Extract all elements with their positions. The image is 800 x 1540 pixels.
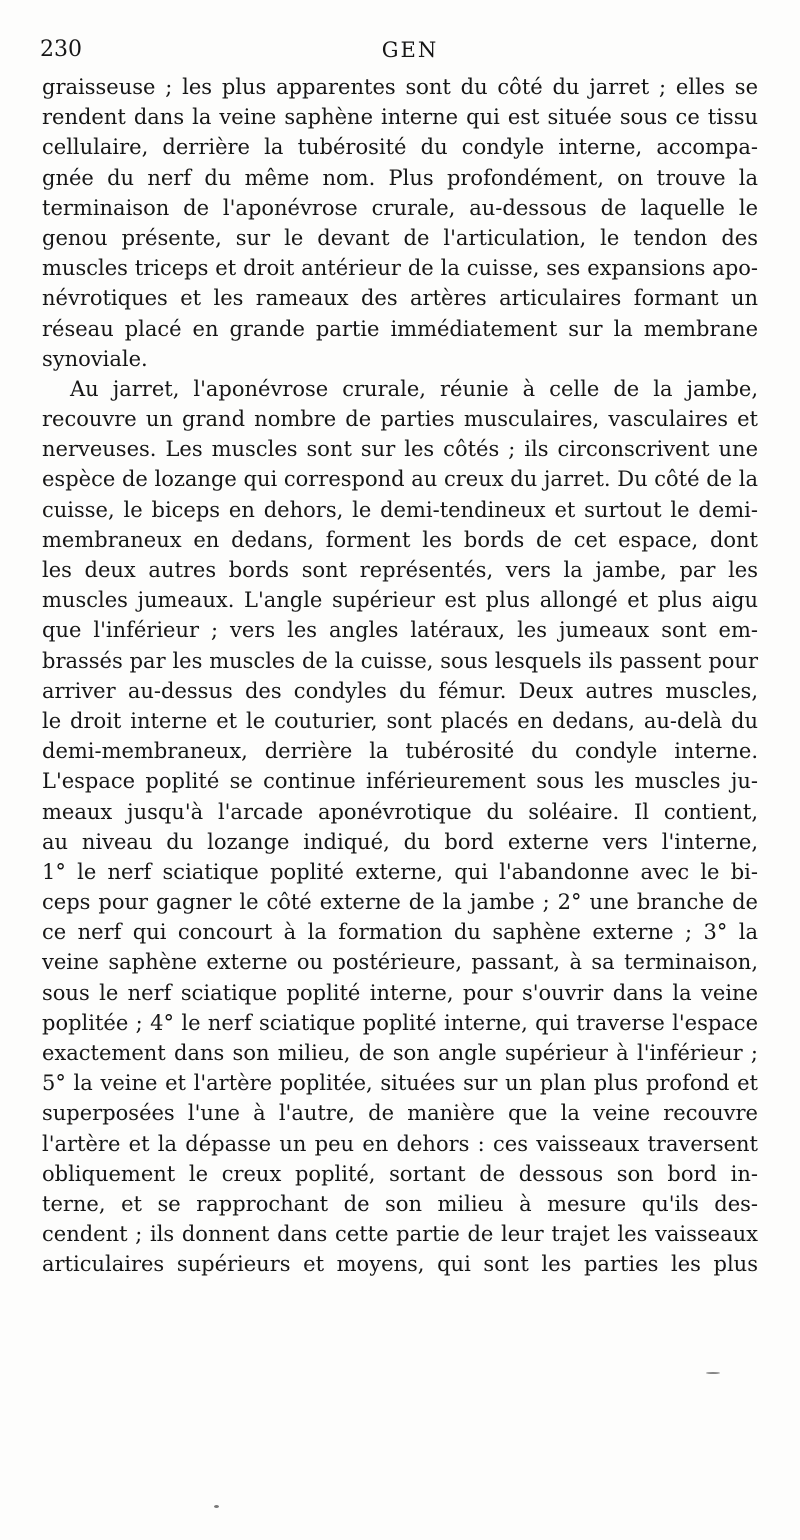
body-text (42, 72, 758, 1280)
text-line-24: L'espace poplité se continue inférieurement sous les muscles ju- (42, 769, 758, 794)
text-line-19: que l'inférieur ; vers les angles latéraux, les jumeaux sont em- (42, 618, 758, 643)
page-number: 230 (40, 37, 82, 62)
text-line-28: ceps pour gagner le côté externe de la jambe ; 2° une branche de (42, 890, 758, 915)
text-line-2: rendent dans la veine saphène interne qui est située sous ce tissu (42, 105, 758, 130)
running-title: GEN (381, 38, 439, 62)
text-line-27: 1° le nerf sciatique poplité externe, qui l'abandonne avec le bi- (42, 859, 758, 884)
text-line-1: graisseuse ; les plus apparentes sont du côté du jarret ; elles se (42, 75, 758, 99)
text-line-5: terminaison de l'aponévrose crurale, au-dessous de laquelle le (42, 195, 758, 220)
text-line-29: ce nerf qui concourt à la formation du saphène externe ; 3° la (42, 920, 758, 945)
text-line-17: les deux autres bords sont représentés, vers la jambe, par les (42, 558, 758, 582)
text-line-4: gnée du nerf du même nom. Plus profondément, on trouve la (42, 165, 758, 190)
text-line-34: 5° la veine et l'artère poplitée, situées sur un plan plus profond et (42, 1071, 758, 1096)
text-line-39: cendent ; ils donnent dans cette partie de leur trajet les vaisseaux (42, 1222, 758, 1247)
text-line-10: synoviale. (42, 346, 148, 371)
text-line-16: membraneux en dedans, forment les bords de cet espace, dont (42, 527, 758, 552)
text-line-21: arriver au-dessus des condyles du fémur. Deux autres muscles, (42, 678, 758, 703)
text-line-25: meaux jusqu'à l'arcade aponévrotique du soléaire. Il contient, (42, 799, 758, 824)
text-line-8: névrotiques et les rameaux des artères articulaires formant un (42, 286, 758, 311)
text-line-7: muscles triceps et droit antérieur de la cuisse, ses expansions apo- (42, 256, 758, 281)
text-line-31: sous le nerf sciatique poplité interne, pour s'ouvrir dans la veine (42, 980, 758, 1005)
text-line-22: le droit interne et le couturier, sont placés en dedans, au-delà du (42, 708, 758, 733)
text-line-35: superposées l'une à l'autre, de manière que la veine recouvre (42, 1101, 758, 1126)
text-line-37: obliquement le creux poplité, sortant de dessous son bord in- (42, 1161, 758, 1186)
text-line-12: recouvre un grand nombre de parties musculaires, vasculaires et (42, 407, 758, 432)
ink-speck (214, 1505, 219, 1508)
text-line-20: brassés par les muscles de la cuisse, sous lesquels ils passent pour (42, 648, 758, 673)
text-line-18: muscles jumeaux. L'angle supérieur est plus allongé et plus aigu (42, 588, 758, 613)
text-line-6: genou présente, sur le devant de l'articulation, le tendon des (42, 225, 758, 250)
text-line-36: l'artère et la dépasse un peu en dehors : ces vaisseaux traversent (42, 1131, 758, 1156)
text-line-23: demi-membraneux, derrière la tubérosité du condyle interne. (42, 739, 758, 764)
text-line-3: cellulaire, derrière la tubérosité du condyle interne, accompa- (42, 135, 758, 160)
text-line-15: cuisse, le biceps en dehors, le demi-tendineux et surtout le demi- (42, 497, 758, 522)
text-line-32: poplitée ; 4° le nerf sciatique poplité interne, qui traverse l'espace (42, 1010, 758, 1035)
text-line-30: veine saphène externe ou postérieure, passant, à sa terminaison, (42, 950, 758, 975)
text-line-14: espèce de lozange qui correspond au creux du jarret. Du côté de la (42, 467, 758, 492)
text-line-33: exactement dans son milieu, de son angle supérieur à l'inférieur ; (42, 1041, 758, 1065)
text-line-26: au niveau du lozange indiqué, du bord externe vers l'interne, (42, 829, 758, 854)
text-line-9: réseau placé en grande partie immédiatement sur la membrane (42, 316, 758, 341)
ink-speck (706, 1372, 720, 1374)
text-line-11: Au jarret, l'aponévrose crurale, réunie à celle de la jambe, (70, 376, 758, 401)
text-line-40: articulaires supérieurs et moyens, qui sont les parties les plus (42, 1252, 758, 1277)
text-line-38: terne, et se rapprochant de son milieu à mesure qu'ils des- (42, 1191, 758, 1216)
text-line-13: nerveuses. Les muscles sont sur les côtés ; ils circonscrivent une (42, 437, 758, 462)
